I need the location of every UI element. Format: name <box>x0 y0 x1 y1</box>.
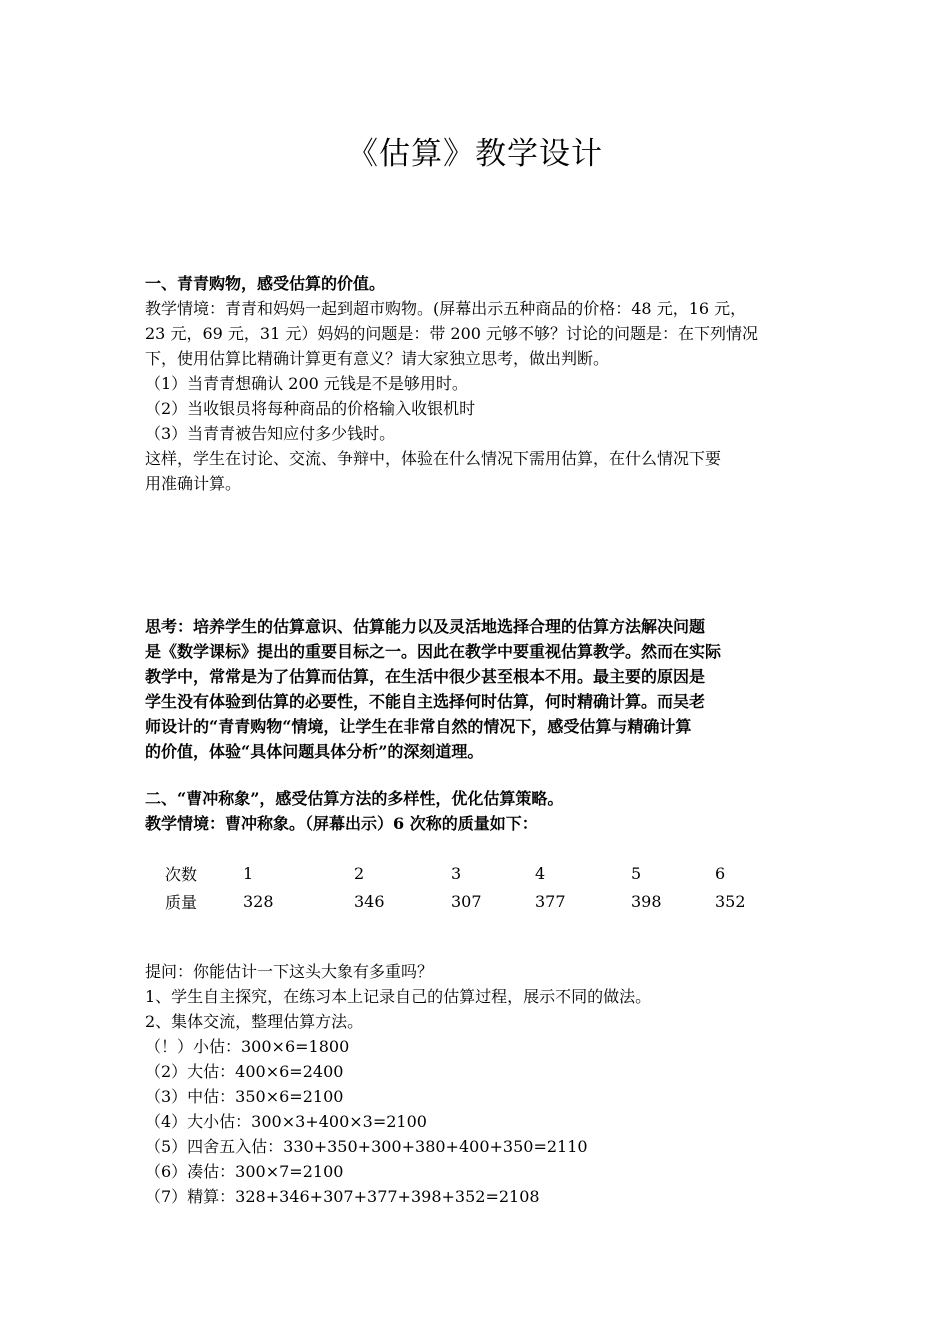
weighing-table <box>165 859 775 915</box>
reflection-line: 教学中，常常是为了估算而估算，在生活中很少甚至根本不用。最主要的原因是 <box>145 667 706 686</box>
section-1-item: （3）当青青被告知应付多少钱时。 <box>145 424 396 443</box>
section-1 <box>145 271 815 496</box>
section-1-context-line: 教学情境：青青和妈妈一起到超市购物。(屏幕出示五种商品的价格：48 元，16 元， <box>145 299 747 318</box>
table-cell: 1 <box>243 863 254 883</box>
section-2-body <box>145 959 815 1209</box>
section-2-context: 教学情境：曹冲称象。（屏幕出示）6 次称的质量如下： <box>145 814 538 833</box>
estimation-method: （6）凑估：300×7=2100 <box>145 1162 344 1181</box>
table-cell: 377 <box>535 891 566 911</box>
table-row <box>165 859 775 887</box>
reflection-paragraph <box>145 614 815 764</box>
section-2-header <box>145 786 815 836</box>
section-1-context-line: 23 元，69 元，31 元）妈妈的问题是：带 200 元够不够？讨论的问题是：在下列情况 <box>145 324 759 343</box>
table-cell: 3 <box>451 863 462 883</box>
section-1-context-line: 下，使用估算比精确计算更有意义？请大家独立思考，做出判断。 <box>145 349 610 368</box>
section-2-question: 提问：你能估计一下这头大象有多重吗？ <box>145 962 434 981</box>
table-cell: 328 <box>243 891 274 911</box>
section-1-summary-line: 这样，学生在讨论、交流、争辩中，体验在什么情况下需用估算，在什么情况下要 <box>145 449 722 468</box>
estimation-method: （3）中估：350×6=2100 <box>145 1087 344 1106</box>
table-cell: 398 <box>631 891 662 911</box>
reflection-line: 学生没有体验到估算的必要性，不能自主选择何时估算，何时精确计算。而吴老 <box>145 692 706 711</box>
estimation-method: （4）大小估：300×3+400×3=2100 <box>145 1112 427 1131</box>
section-1-heading: 一、青青购物，感受估算的价值。 <box>145 274 386 293</box>
section-1-summary-line: 用准确计算。 <box>145 474 242 493</box>
table-cell: 6 <box>715 863 726 883</box>
estimation-method: （5）四舍五入估：330+350+300+380+400+350=2110 <box>145 1137 588 1156</box>
section-2-step: 2、集体交流，整理估算方法。 <box>145 1012 364 1031</box>
table-cell: 2 <box>354 863 365 883</box>
estimation-method: （2）大估：400×6=2400 <box>145 1062 344 1081</box>
table-row <box>165 887 775 915</box>
section-2-heading: 二、“曹冲称象”，感受估算方法的多样性，优化估算策略。 <box>145 789 564 808</box>
reflection-line: 思考：培养学生的估算意识、估算能力以及灵活地选择合理的估算方法解决问题 <box>145 617 706 636</box>
table-cell: 352 <box>715 891 746 911</box>
reflection-line: 是《数学课标》提出的重要目标之一。因此在教学中要重视估算教学。然而在实际 <box>145 642 722 661</box>
estimation-method: （7）精算：328+346+307+377+398+352=2108 <box>145 1187 540 1206</box>
section-1-item: （1）当青青想确认 200 元钱是不是够用时。 <box>145 374 468 393</box>
table-cell: 5 <box>631 863 642 883</box>
row-label-mass: 质量 <box>165 892 198 912</box>
reflection-line: 的价值，体验“具体问题具体分析”的深刻道理。 <box>145 742 484 761</box>
table-cell: 307 <box>451 891 482 911</box>
document-title: 《估算》教学设计 <box>347 136 603 172</box>
row-label-count: 次数 <box>165 864 198 884</box>
section-2-step: 1、学生自主探究，在练习本上记录自己的估算过程，展示不同的做法。 <box>145 987 652 1006</box>
table-cell: 4 <box>535 863 546 883</box>
section-1-item: （2）当收银员将每种商品的价格输入收银机时 <box>145 399 476 418</box>
reflection-line: 师设计的“青青购物“情境，让学生在非常自然的情况下，感受估算与精确计算 <box>145 717 692 736</box>
estimation-method: （！）小估：300×6=1800 <box>145 1037 350 1056</box>
table-cell: 346 <box>354 891 385 911</box>
